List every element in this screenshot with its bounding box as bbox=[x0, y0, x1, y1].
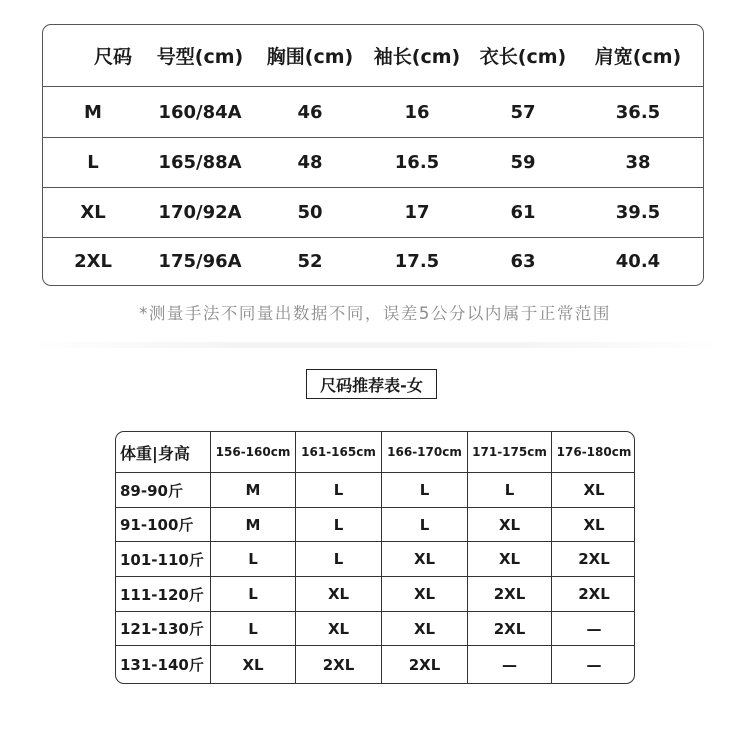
header-cell: 胸围(cm) bbox=[266, 46, 354, 68]
table-cell: 16.5 bbox=[394, 152, 440, 173]
table-cell: XL bbox=[381, 612, 467, 645]
table-cell: 36.5 bbox=[615, 101, 661, 123]
table-cell: 131-140斤 bbox=[120, 656, 204, 674]
table-cell: 59 bbox=[510, 152, 536, 173]
table-cell: 2XL bbox=[295, 646, 381, 683]
table-cell: 2XL bbox=[551, 542, 635, 576]
table-cell: 61 bbox=[510, 202, 536, 223]
table-cell: 89-90斤 bbox=[120, 481, 183, 500]
header-cell: 袖长(cm) bbox=[373, 46, 461, 68]
table-cell: XL bbox=[210, 646, 295, 683]
table-cell: XL bbox=[80, 202, 106, 223]
table-cell: L bbox=[381, 473, 467, 507]
table-cell: 165/88A bbox=[158, 152, 242, 173]
table-cell: XL bbox=[551, 473, 635, 507]
table-cell: XL bbox=[381, 577, 467, 611]
table-cell: — bbox=[551, 612, 635, 645]
size-chart-header-row bbox=[43, 25, 703, 87]
header-cell: 176-180cm bbox=[551, 432, 635, 472]
table-cell: L bbox=[381, 508, 467, 541]
table-cell: XL bbox=[467, 508, 551, 541]
header-cell: 156-160cm bbox=[210, 432, 295, 472]
table-cell: 160/84A bbox=[158, 101, 242, 123]
table-cell: — bbox=[551, 646, 635, 683]
table-cell: L bbox=[295, 542, 381, 576]
table-cell: 40.4 bbox=[615, 251, 661, 272]
table-cell: — bbox=[467, 646, 551, 683]
table-cell: L bbox=[210, 577, 295, 611]
divider bbox=[30, 342, 720, 348]
recommendation-row bbox=[116, 473, 634, 508]
table-cell: L bbox=[467, 473, 551, 507]
recommendation-table bbox=[115, 431, 635, 684]
header-cell: 尺码 bbox=[93, 46, 132, 68]
table-cell: 46 bbox=[297, 101, 323, 123]
header-cell: 体重|身高 bbox=[120, 443, 190, 463]
table-cell: 50 bbox=[297, 202, 323, 223]
table-cell: 121-130斤 bbox=[120, 620, 204, 638]
header-cell: 166-170cm bbox=[381, 432, 467, 472]
table-cell: 17.5 bbox=[394, 251, 440, 272]
size-chart-row bbox=[43, 188, 703, 238]
table-cell: 101-110斤 bbox=[120, 550, 204, 569]
table-cell: 16 bbox=[404, 101, 430, 123]
table-cell: XL bbox=[551, 508, 635, 541]
table-cell: L bbox=[295, 473, 381, 507]
table-cell: 2XL bbox=[381, 646, 467, 683]
table-cell: M bbox=[210, 473, 295, 507]
table-cell: L bbox=[210, 612, 295, 645]
table-cell: 63 bbox=[510, 251, 536, 272]
recommendation-row bbox=[116, 577, 634, 612]
table-cell: XL bbox=[467, 542, 551, 576]
table-cell: 2XL bbox=[467, 612, 551, 645]
header-cell: 肩宽(cm) bbox=[594, 46, 682, 68]
table-cell: 38 bbox=[625, 152, 651, 173]
table-cell: 57 bbox=[510, 101, 536, 123]
recommendation-header-row bbox=[116, 432, 634, 473]
table-cell: 48 bbox=[297, 152, 323, 173]
table-cell: XL bbox=[295, 577, 381, 611]
size-chart-row bbox=[43, 238, 703, 285]
size-chart-row bbox=[43, 138, 703, 188]
table-cell: 2XL bbox=[467, 577, 551, 611]
table-cell: 91-100斤 bbox=[120, 516, 194, 534]
header-cell: 号型(cm) bbox=[156, 46, 244, 68]
recommendation-row bbox=[116, 542, 634, 577]
table-cell: 17 bbox=[404, 202, 430, 223]
table-cell: 175/96A bbox=[158, 251, 242, 272]
table-cell: 2XL bbox=[74, 251, 112, 272]
table-cell: 52 bbox=[297, 251, 323, 272]
table-cell: 111-120斤 bbox=[120, 585, 204, 604]
header-cell: 171-175cm bbox=[467, 432, 551, 472]
recommendation-row bbox=[116, 612, 634, 646]
header-cell: 161-165cm bbox=[295, 432, 381, 472]
size-chart-table bbox=[42, 24, 704, 286]
table-cell: 2XL bbox=[551, 577, 635, 611]
measurement-note: *测量手法不同量出数据不同，误差5公分以内属于正常范围 bbox=[139, 304, 611, 323]
table-cell: L bbox=[210, 542, 295, 576]
recommendation-row bbox=[116, 646, 634, 683]
table-cell: XL bbox=[295, 612, 381, 645]
table-cell: 39.5 bbox=[615, 202, 661, 223]
recommendation-row bbox=[116, 508, 634, 542]
table-cell: M bbox=[84, 101, 102, 123]
size-chart-row bbox=[43, 87, 703, 138]
table-cell: L bbox=[87, 152, 99, 173]
table-cell: L bbox=[295, 508, 381, 541]
table-cell: 170/92A bbox=[158, 202, 242, 223]
table-cell: XL bbox=[381, 542, 467, 576]
header-cell: 衣长(cm) bbox=[479, 46, 567, 68]
recommendation-title: 尺码推荐表-女 bbox=[306, 369, 437, 399]
table-cell: M bbox=[210, 508, 295, 541]
